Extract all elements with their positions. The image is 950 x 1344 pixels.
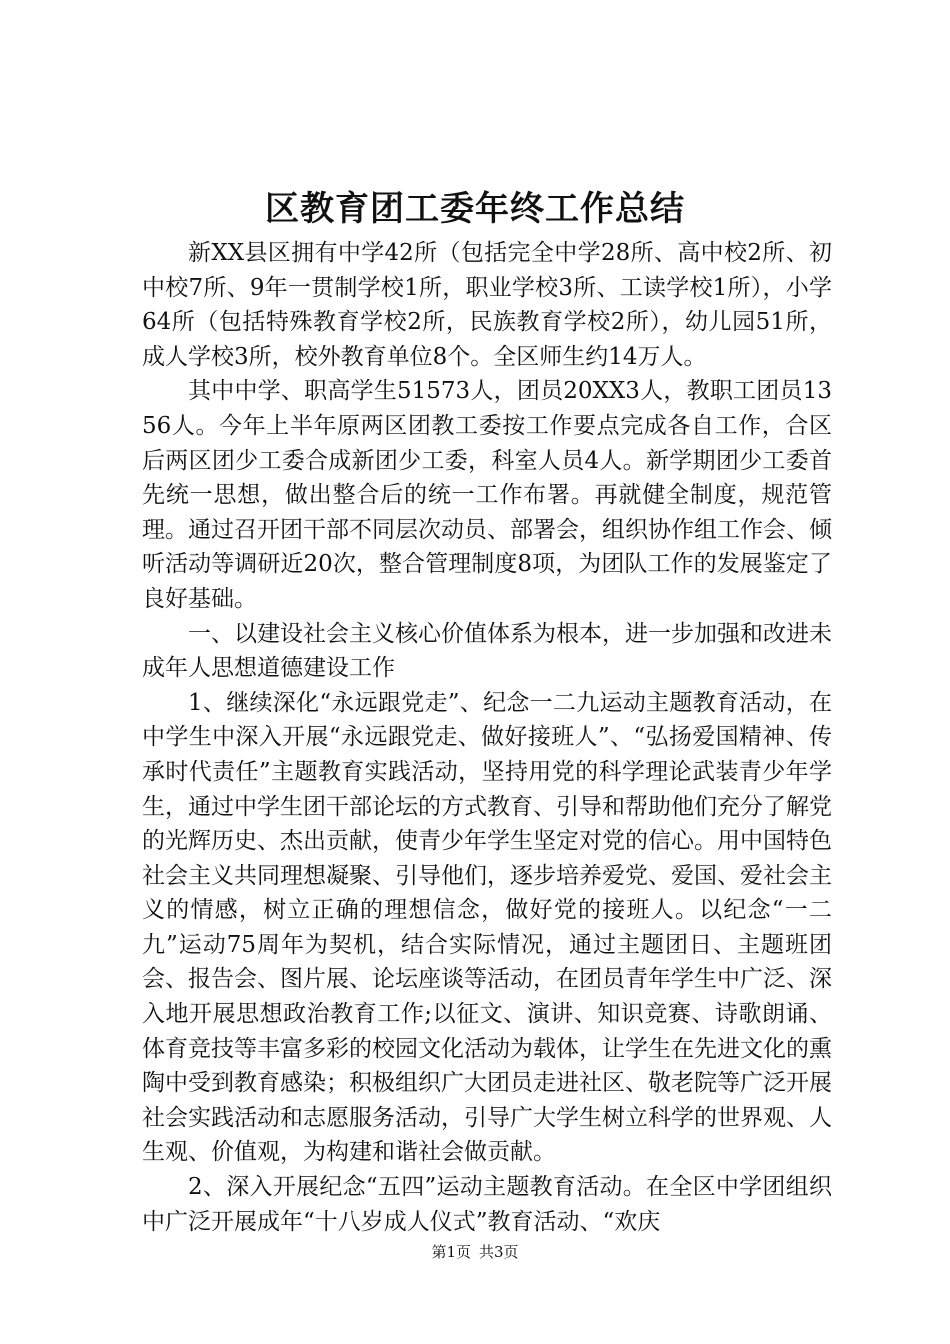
paragraph-student-stats: 其中中学、职高学生51573人，团员20XX3人，教职工团员1356人。今年上半年原两区团教工委按工作要点完成各自工作，合区后两区团少工委合成新团少工委，科室人员4人。新学期团少工委首先统一思想，做出整合后的统一工作布署。再就健全制度，规范管理。通过召开团干部不同层次动员、部署会，组织协作组工作会、倾听活动等调研近20次，整合管理制度8项，为团队工作的发展鉴定了良好基础。 [142, 378, 832, 612]
page-number: 第1页 [431, 1243, 471, 1261]
document-title: 区教育团工委年终工作总结 [265, 189, 685, 229]
section-heading-one: 一、以建设社会主义核心价值体系为根本，进一步加强和改进未成年人思想道德建设工作 [142, 620, 832, 682]
paragraph-school-overview: 新XX县区拥有中学42所（包括完全中学28所、高中校2所、初中校7所、9年一贯制学校1所，职业学校3所、工读学校1所），小学64所（包括特殊教育学校2所，民族教育学校2所），幼儿园51所，成人学校3所，校外教育单位8个。全区师生约14万人。 [142, 240, 832, 370]
page-footer [0, 1242, 950, 1262]
paragraph-item-two: 2、深入开展纪念“五四”运动主题教育活动。在全区中学团组织中广泛开展成年“十八岁成人仪式”教育活动、“欢庆 [142, 1174, 832, 1235]
document-body [142, 236, 832, 1239]
page-total: 共3页 [479, 1243, 519, 1261]
paragraph-item-one: 1、继续深化“永远跟党走”、纪念一二九运动主题教育活动，在中学生中深入开展“永远跟党走、做好接班人”、“弘扬爱国精神、传承时代责任”主题教育实践活动，坚持用党的科学理论武装青少年学生，通过中学生团干部论坛的方式教育、引导和帮助他们充分了解党的光辉历史、杰出贡献，使青少年学生坚定对党的信心。用中国特色社会主义共同理想凝聚、引导他们，逐步培养爱党、爱国、爱社会主义的情感，树立正确的理想信念，做好党的接班人。以纪念“一二九”运动75周年为契机，结合实际情况，通过主题团日、主题班团会、报告会、图片展、论坛座谈等活动，在团员青年学生中广泛、深入地开展思想政治教育工作;以征文、演讲、知识竞赛、诗歌朗诵、体育竞技等丰富多彩的校园文化活动为载体，让学生在先进文化的熏陶中受到教育感染；积极组织广大团员走进社区、敬老院等广泛开展社会实践活动和志愿服务活动，引导广大学生树立科学的世界观、人生观、价值观，为构建和谐社会做贡献。 [142, 689, 832, 1166]
